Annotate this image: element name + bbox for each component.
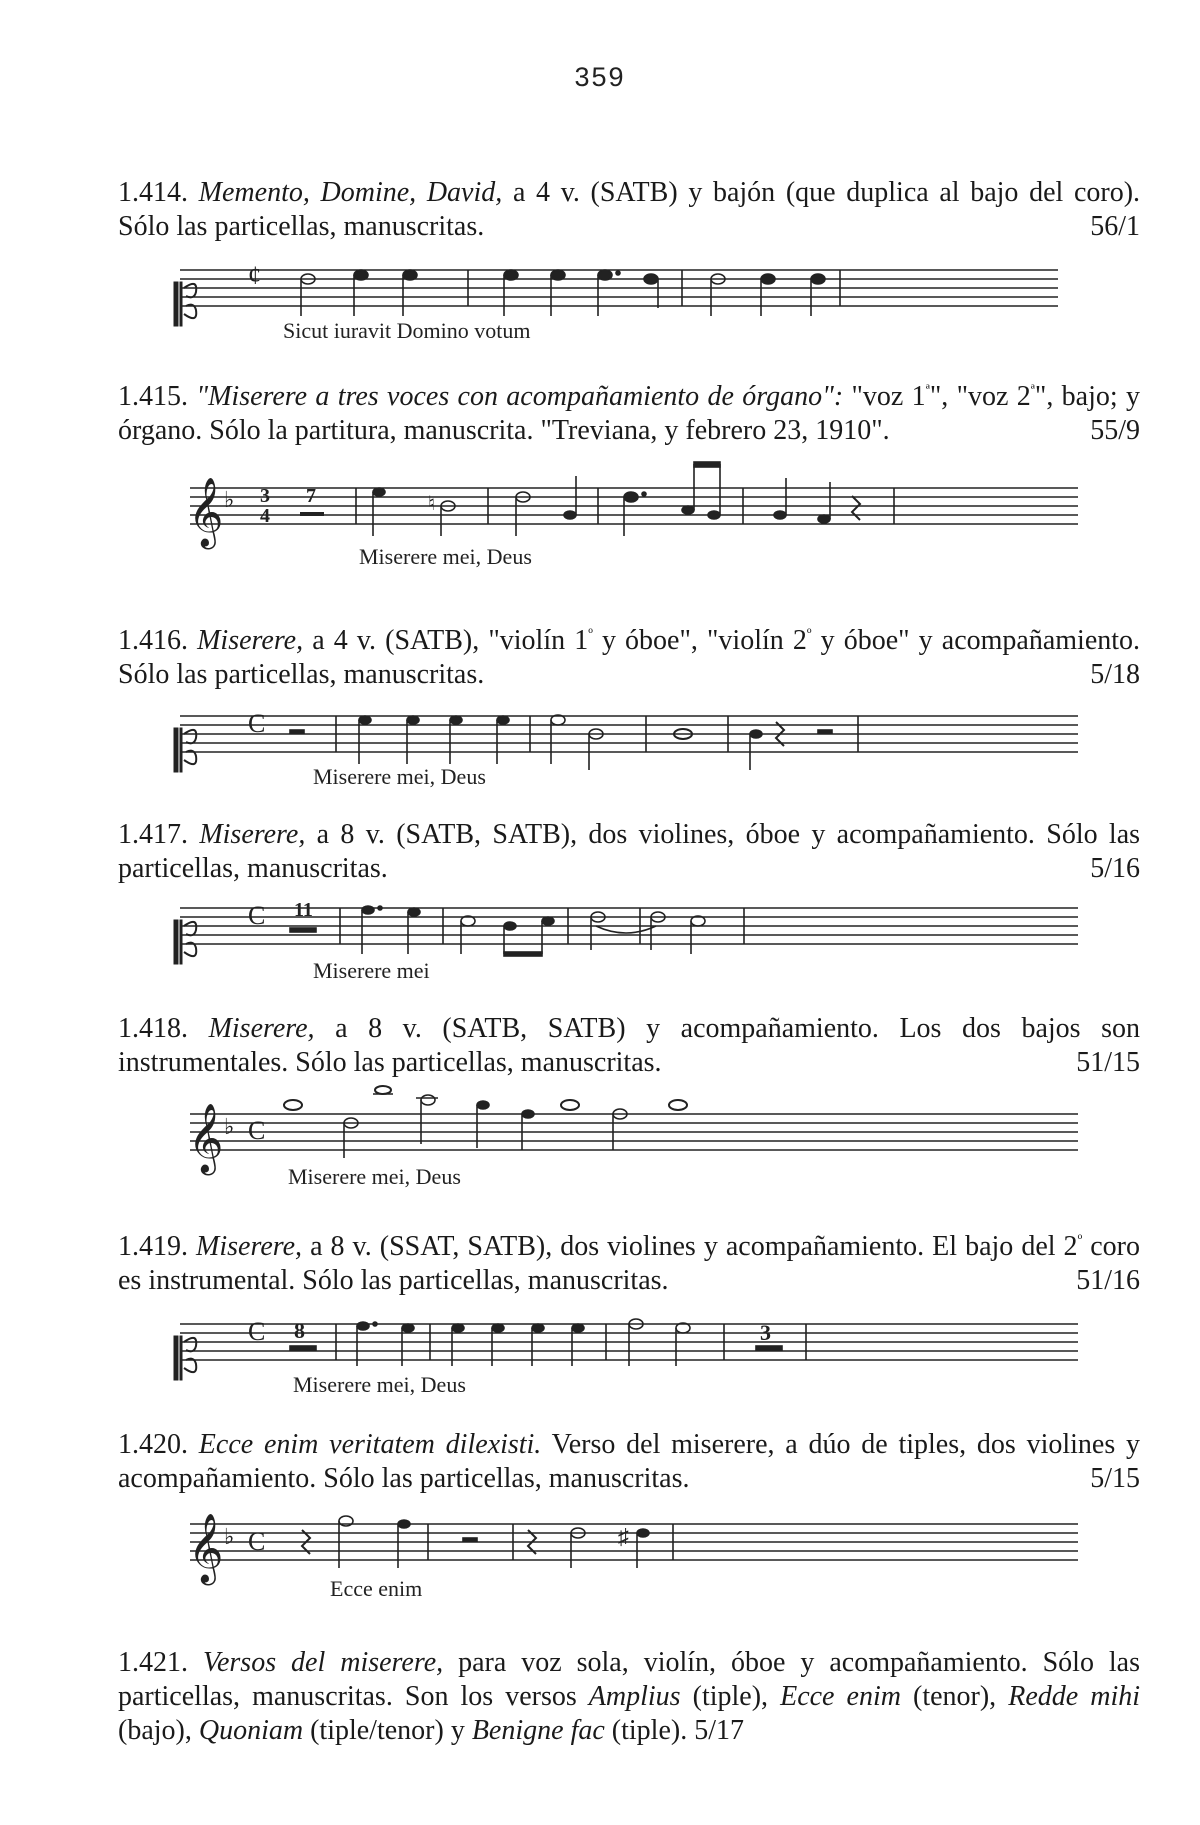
entry-text: 1.415. "Miserere a tres voces con acompañamiento de órgano": "voz $1^ª$", "voz $2^ª$", bajo; y órgano. Sólo la partitura, manuscrita. "Treviana, y febrero 23, 1910". 55/9 bbox=[118, 381, 1140, 446]
incipit-lyric: Miserere mei, Deus bbox=[313, 764, 486, 789]
rest-count: 7 bbox=[306, 485, 316, 507]
entry-text: 1.419. Miserere, a 8 v. (SSAT, SATB), dos violines y acompañamiento. El bajo del $2^º$ coro es instrumental. Sólo las particellas, manuscritas. 51/16 bbox=[118, 1231, 1141, 1296]
entry-description: a 8 v. (SATB, SATB), dos violines, óboe y acompañamiento. Sólo las particellas, manuscritas. bbox=[118, 819, 1141, 884]
svg-text:4: 4 bbox=[260, 505, 270, 527]
incipit-staff bbox=[118, 452, 1078, 552]
common-time-icon: C bbox=[248, 709, 266, 738]
entry-title: Versos del miserere, bbox=[202, 1647, 444, 1678]
music-incipit bbox=[118, 248, 1140, 352]
catalog-reference: 51/16 bbox=[1076, 1265, 1140, 1296]
rest-count: 8 bbox=[294, 1318, 305, 1343]
entry-title: Miserere, bbox=[197, 625, 304, 656]
entry-title: "Miserere a tres voces con acompañamiento de órgano": bbox=[196, 381, 844, 412]
treble-clef-icon: 𝄞 bbox=[188, 1513, 224, 1583]
treble-clef-icon: 𝄞 bbox=[188, 477, 224, 547]
catalog-entry-1417 bbox=[118, 818, 1140, 994]
catalog-reference: 51/15 bbox=[1076, 1047, 1140, 1078]
catalog-reference: 55/9 bbox=[1090, 415, 1140, 446]
incipit-lyric: Ecce enim bbox=[330, 1576, 423, 1601]
music-incipit bbox=[118, 1302, 1140, 1406]
incipit-staff bbox=[118, 248, 1058, 338]
incipit-staff bbox=[118, 1500, 1078, 1600]
entry-text bbox=[118, 176, 1140, 244]
rest-count: 11 bbox=[294, 899, 313, 921]
incipit-staff bbox=[118, 1302, 1078, 1392]
entry-number: 1.421. bbox=[118, 1647, 188, 1678]
entry-number: 1.417. bbox=[118, 819, 188, 850]
catalog-entry-1414 bbox=[118, 176, 1140, 352]
entry-number: 1.418. bbox=[118, 1013, 188, 1044]
incipit-lyric: Miserere mei, Deus bbox=[288, 1164, 461, 1189]
music-incipit bbox=[118, 1084, 1140, 1196]
incipit-lyric: Miserere mei bbox=[313, 958, 430, 983]
svg-text:♮: ♮ bbox=[428, 493, 436, 515]
incipit-lyric: Miserere mei, Deus bbox=[359, 544, 532, 569]
common-time-icon: C bbox=[248, 901, 266, 930]
catalog-reference: 5/15 bbox=[1090, 1463, 1140, 1494]
entry-number: 1.414. bbox=[118, 177, 188, 208]
incipit-staff bbox=[118, 890, 1078, 980]
catalog-entry-1418 bbox=[118, 1012, 1140, 1196]
entry-description: a 4 v. (SATB) y bajón (que duplica al bajo del coro). Sólo las particellas, manuscritas. bbox=[118, 177, 1141, 242]
entry-text bbox=[118, 1428, 1140, 1496]
entry-text bbox=[118, 818, 1140, 886]
incipit-lyric: Sicut iuravit Domino votum bbox=[283, 318, 531, 343]
music-incipit bbox=[118, 890, 1140, 994]
entry-title: Miserere, bbox=[196, 1231, 303, 1262]
catalog-reference: 5/17 bbox=[694, 1715, 744, 1746]
catalog-entry-1421 bbox=[118, 1646, 1140, 1748]
catalog-reference: 56/1 bbox=[1090, 211, 1140, 242]
rest-count: 3 bbox=[760, 1320, 771, 1345]
flat-icon: ♭ bbox=[224, 1524, 235, 1549]
sharp-icon: ♯ bbox=[618, 1524, 629, 1549]
entry-text bbox=[118, 1012, 1140, 1080]
entry-text: 1.416. Miserere, a 4 v. (SATB), "violín $1^º$ y óboe", "violín $2^º$ y óboe" y acompañamiento. Sólo las particellas, manuscritas. 5/18 bbox=[118, 625, 1141, 690]
incipit-staff bbox=[118, 696, 1078, 786]
entry-description: Verso del miserere, a dúo de tiples, dos violines y acompañamiento. Sólo las particellas, manuscritas. bbox=[118, 1429, 1141, 1494]
entry-title: Memento, Domine, David, bbox=[198, 177, 503, 208]
flat-icon: ♭ bbox=[224, 1114, 235, 1139]
catalog-reference: 5/16 bbox=[1090, 853, 1140, 884]
music-incipit bbox=[118, 696, 1140, 800]
incipit-lyric: Miserere mei, Deus bbox=[293, 1372, 466, 1397]
entry-title: Miserere, bbox=[199, 819, 306, 850]
catalog-entry-1420 bbox=[118, 1428, 1140, 1612]
entry-number: 1.420. bbox=[118, 1429, 188, 1460]
incipit-staff bbox=[118, 1084, 1078, 1184]
cut-time-icon: ¢ bbox=[248, 261, 261, 290]
music-incipit bbox=[118, 452, 1140, 576]
common-time-icon: C bbox=[248, 1527, 266, 1556]
flat-icon: ♭ bbox=[224, 487, 235, 512]
entry-title: Ecce enim veritatem dilexisti. bbox=[198, 1429, 542, 1460]
page-number: 359 bbox=[574, 62, 626, 92]
treble-clef-icon: 𝄞 bbox=[188, 1103, 224, 1173]
catalog-entry-1416 bbox=[118, 624, 1140, 800]
time-signature: 3 bbox=[260, 485, 270, 507]
entry-number: 1.415. bbox=[118, 381, 188, 412]
catalog-entry-1415 bbox=[118, 380, 1140, 576]
common-time-icon: C bbox=[248, 1317, 266, 1346]
common-time-icon: C bbox=[248, 1116, 266, 1145]
music-incipit bbox=[118, 1500, 1140, 1612]
entry-number: 1.416. bbox=[118, 625, 188, 656]
entry-description: a 8 v. (SATB, SATB) y acompañamiento. Los dos bajos son instrumentales. Sólo las particellas, manuscritas. bbox=[118, 1013, 1141, 1078]
entry-number: 1.419. bbox=[118, 1231, 188, 1262]
catalog-reference: 5/18 bbox=[1090, 659, 1140, 690]
catalog-entry-1419 bbox=[118, 1230, 1140, 1406]
entry-text: 1.421. Versos del miserere, para voz sola, violín, óboe y acompañamiento. Sólo las particellas, manuscritas. Son los versos Amplius (tiple), Ecce enim (tenor), Redde mihi (bajo), Quoniam (tiple/tenor) y Benigne fac (tiple). 5/17 bbox=[118, 1647, 1141, 1746]
entry-title: Miserere, bbox=[208, 1013, 315, 1044]
